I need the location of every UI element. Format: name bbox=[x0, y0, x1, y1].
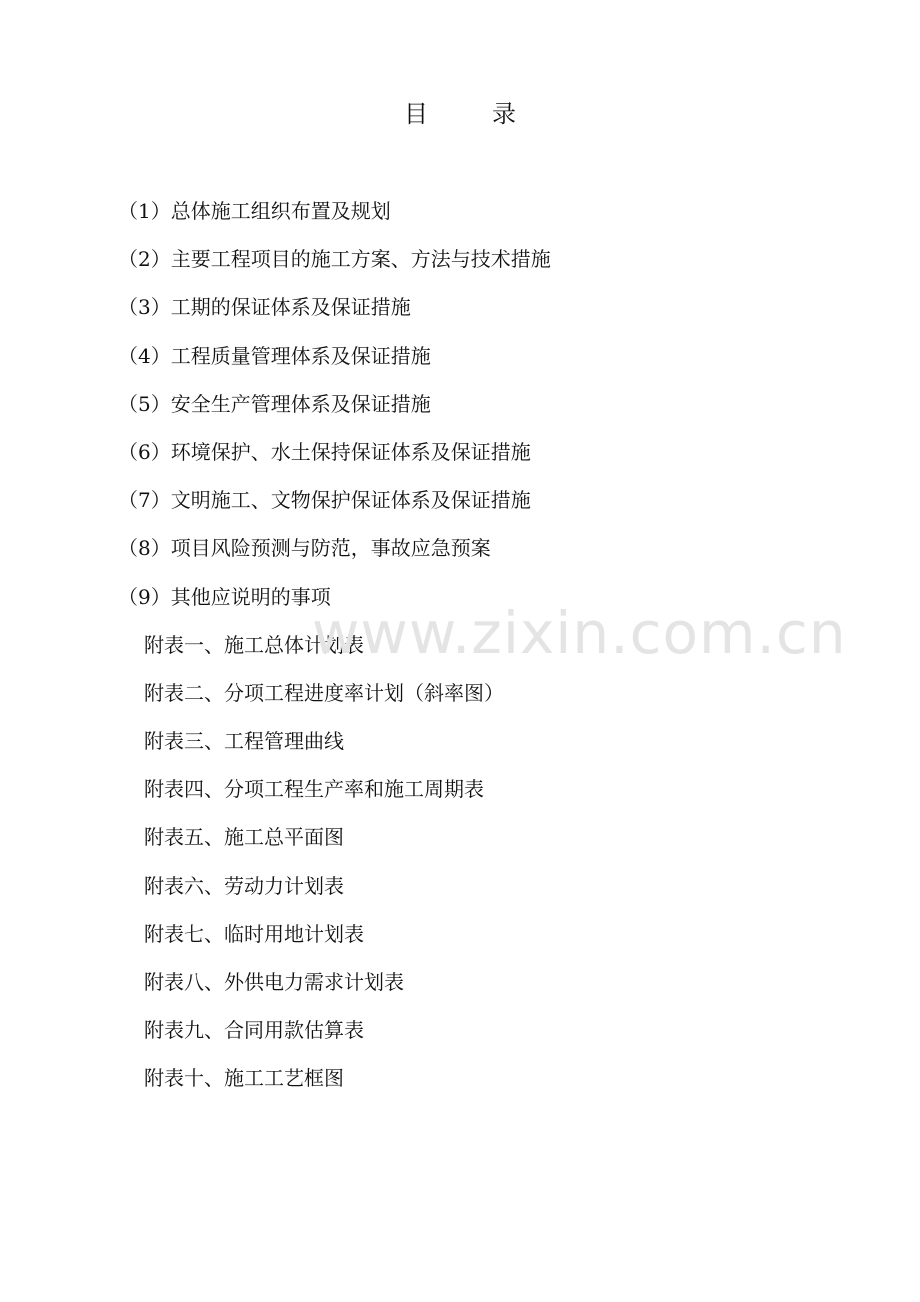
toc-section-7: （7）文明施工、文物保护保证体系及保证措施 bbox=[118, 488, 531, 513]
toc-appendix-6: 附表六、劳动力计划表 bbox=[144, 873, 344, 898]
toc-section-5: （5）安全生产管理体系及保证措施 bbox=[118, 391, 431, 416]
toc-section-4: （4）工程质量管理体系及保证措施 bbox=[118, 343, 431, 368]
toc-appendix-8: 附表八、外供电力需求计划表 bbox=[144, 970, 404, 994]
toc-appendix-2: 附表二、分项工程进度率计划（斜率图） bbox=[144, 680, 504, 705]
page-title bbox=[0, 98, 920, 130]
toc-appendix-4: 附表四、分项工程生产率和施工周期表 bbox=[144, 777, 484, 802]
toc-appendix-9: 附表九、合同用款估算表 bbox=[144, 1018, 364, 1043]
toc-section-8: （8）项目风险预测与防范，事故应急预案 bbox=[118, 536, 491, 561]
title-char-1: 目 bbox=[404, 100, 428, 128]
toc-section-6: （6）环境保护、水土保持保证体系及保证措施 bbox=[118, 439, 531, 464]
toc-appendix-3: 附表三、工程管理曲线 bbox=[144, 729, 344, 754]
toc-appendix-7: 附表七、临时用地计划表 bbox=[144, 921, 364, 946]
toc-appendix-10: 附表十、施工工艺框图 bbox=[144, 1066, 344, 1091]
watermark: www.zixin.com.cn bbox=[312, 599, 847, 667]
toc-section-9: （9）其他应说明的事项 bbox=[118, 584, 331, 609]
toc-appendix-1: 附表一、施工总体计划表 bbox=[144, 632, 364, 657]
toc-appendix-5: 附表五、施工总平面图 bbox=[144, 825, 344, 850]
table-of-contents bbox=[118, 194, 551, 1110]
title-char-2: 录 bbox=[492, 100, 516, 128]
toc-section-2: （2）主要工程项目的施工方案、方法与技术措施 bbox=[118, 247, 551, 272]
toc-section-3: （3）工期的保证体系及保证措施 bbox=[118, 295, 411, 320]
toc-section-1: （1）总体施工组织布置及规划 bbox=[118, 199, 391, 223]
